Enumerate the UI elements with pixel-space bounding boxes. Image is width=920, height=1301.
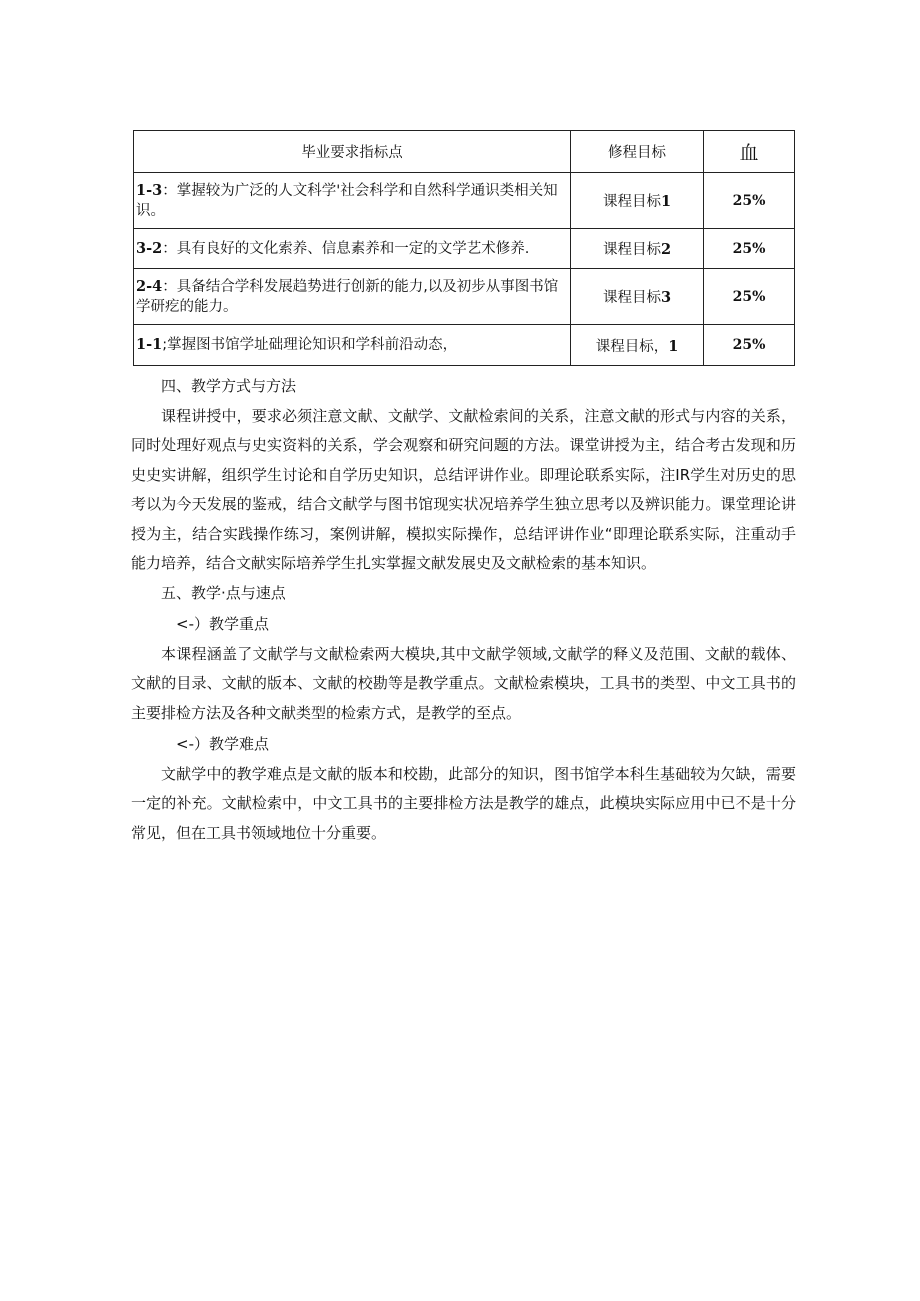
goal-text: 课程目标 [602,290,661,306]
requirement-cell [134,173,571,229]
requirement-text: ：具有良好的文化索养、信息素养和一定的文学艺术修养. [162,240,530,257]
table-header-row [134,131,795,173]
requirement-cell [134,325,571,366]
requirement-code: 1-3 [136,181,163,199]
document-body [131,372,796,848]
goal-cell [571,325,704,366]
requirement-code: 1-1 [136,336,163,353]
goal-number: 3 [660,289,672,306]
goal-number: 1 [668,337,679,355]
header-weight: 血 [704,131,795,173]
goal-number: 1 [660,193,672,210]
section-5-heading: 五、教学·点与速点 [161,583,286,602]
goal-cell [571,229,704,269]
goal-number: 2 [660,241,672,258]
requirement-cell [134,229,571,269]
goal-cell [571,269,704,325]
table-row [134,229,795,269]
header-requirement: 毕业要求指标点 [134,131,571,173]
goal-cell [571,173,704,229]
weight-cell: 25% [704,325,795,366]
graduation-requirements-table [133,130,795,366]
goal-text: 课程目标， [595,338,669,355]
goal-text: 课程目标 [602,242,661,258]
difficult-points-heading: <-）教学难点 [176,735,269,753]
section-4-heading: 四、教学方式与方法 [161,377,297,395]
key-points-paragraph: 本课程涵盖了文献学与文献检索两大模块,其中文献学领域,文献学的释义及范围、文献的载体、文献的目录、文献的版本、文献的校勘等是教学重点。文献检索模块，工具书的类型、中文工具书的主要排检方法及各种文献类型的检索方式，是教学的至点。 [131,644,796,722]
table-row [134,269,795,325]
weight-cell: 25% [704,229,795,269]
goal-text: 课程目标 [602,194,661,210]
section-4-paragraph: 课程讲授中，要求必须注意文献、文献学、文献检索间的关系，注意文献的形式与内容的关系，同时处理好观点与史实资料的关系，学会观察和研究问题的方法。课堂讲授为主，结合考古发现和历史史实讲解，组织学生讨论和自学历史知识，总结评讲作业。即理论联系实际，注IR学生对历史的思考以为今天发展的鉴戒，结合文献学与图书馆现实状况培养学生独立思考以及辨识能力。课堂理论讲授为主，结合实践操作练习，案例讲解，模拟实际操作，总结评讲作业“即理论联系实际，注重动手能力培养，结合文献实际培养学生扎实掌握文献发展史及文献检索的基本知识。 [131,406,796,572]
requirement-code: 2-4 [136,277,163,295]
difficult-points-paragraph: 文献学中的教学难点是文献的版本和校勘，此部分的知识，图书馆学本科生基础较为欠缺，需要一定的补充。文献检索中，中文工具书的主要排检方法是教学的雄点，此模块实际应用中已不是十分常见，但在工具书领域地位十分重要。 [131,764,796,842]
header-course-goal: 修程目标 [571,131,704,173]
table-row [134,173,795,229]
table-row [134,325,795,366]
weight-cell: 25% [704,173,795,229]
requirement-text: ：掌握较为广泛的人文科学'社会科学和自然科学通识类相关知识。 [136,182,558,219]
requirement-text: ：具备结合学科发展趋势进行创新的能力,以及初步从事图书馆学研疙的能力。 [136,278,559,315]
requirement-code: 3-2 [136,239,163,257]
requirement-text: ;掌握图书馆学址础理论知识和学科前沿动态， [162,337,458,353]
key-points-heading: <-）教学重点 [176,615,269,633]
weight-cell: 25% [704,269,795,325]
requirement-cell [134,269,571,325]
